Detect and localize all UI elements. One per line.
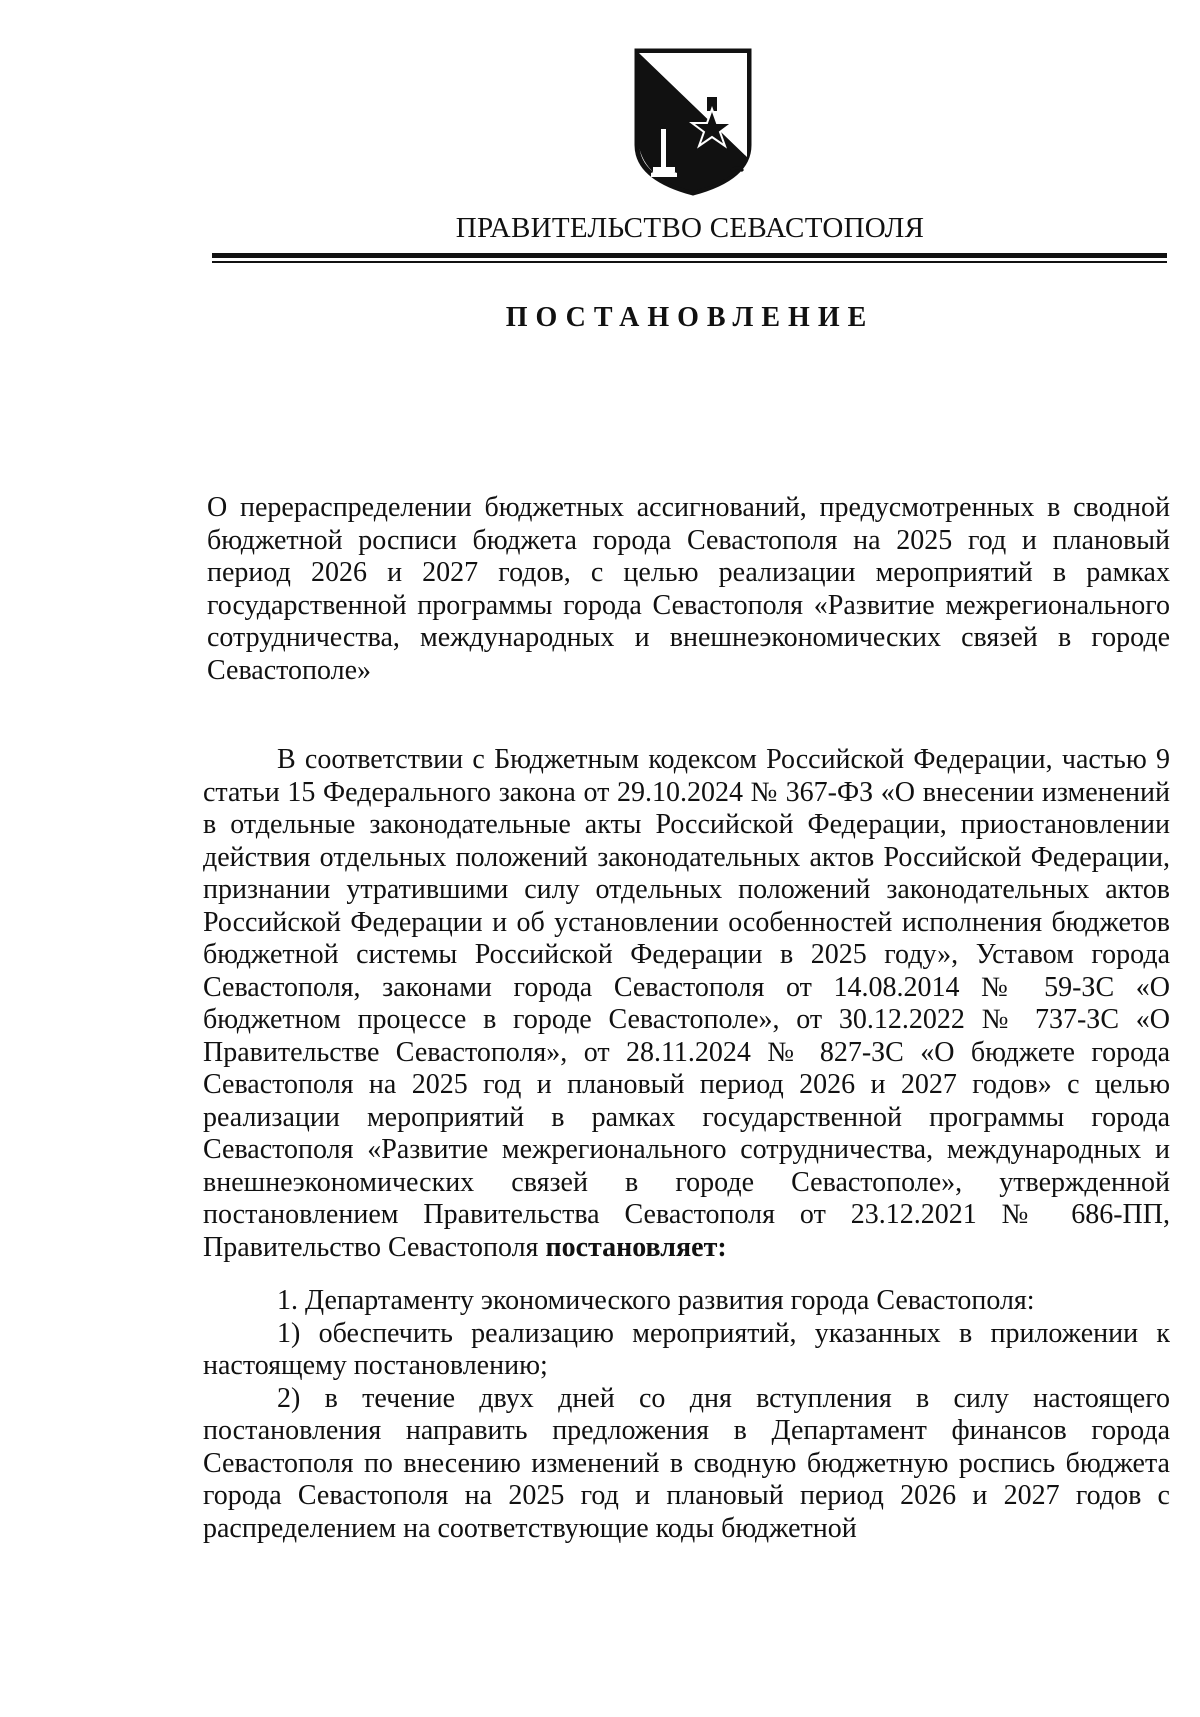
document-body <box>203 744 1170 1545</box>
header-divider-thin <box>212 261 1167 263</box>
preamble-text: В соответствии с Бюджетным кодексом Российской Федерации, частью 9 статьи 15 Федерального закона от 29.10.2024 № 367-ФЗ «О внесении изменений в отдельные законодательные акты Российской Федерации, приостановлении действия отдельных положений законодательных актов Российской Федерации, признании утратившими силу отдельных положений законодательных актов Российской Федерации и об установлении особенностей исполнения бюджетов бюджетной системы Российской Федерации в 2025 году», Уставом города Севастополя, законами города Севастополя от 14.08.2014 № 59-ЗС «О бюджетном процессе в городе Севастополе», от 30.12.2022 № 737-ЗС «О Правительстве Севастополя», от 28.11.2024 № 827-ЗС «О бюджете города Севастополя на 2025 год и плановый период 2026 и 2027 годов» с целью реализации мероприятий в рамках государственной программы города Севастополя «Развитие межрегионального сотрудничества, международных и внешнеэкономических связей в городе Севастополе», утвержденной постановлением Правительства Севастополя от 23.12.2021 № 686-ПП, Правительство Севастополя <box>203 744 1170 1263</box>
header-divider-thick <box>212 253 1167 258</box>
document-type-title: ПОСТАНОВЛЕНИЕ <box>505 302 875 333</box>
government-name: ПРАВИТЕЛЬСТВО СЕВАСТОПОЛЯ <box>455 212 925 244</box>
item-1-sub-2: 2) в течение двух дней со дня вступления в силу настоящего постановления направить предложения в Департамент финансов города Севастополя по внесению изменений в сводную бюджетную роспись бюджета города Севастополя на 2025 год и плановый период 2026 и 2027 годов с распределением на соответствующие коды бюджетной <box>203 1382 1170 1544</box>
coat-of-arms-icon <box>631 45 755 197</box>
document-subject: О перераспределении бюджетных ассигнований, предусмотренных в сводной бюджетной росписи бюджета города Севастополя на 2025 год и плановый период 2026 и 2027 годов, с целью реализации мероприятий в рамках государственной программы города Севастополя «Развитие межрегионального сотрудничества, международных и внешнеэкономических связей в городе Севастополе» <box>207 492 1170 686</box>
preamble-resolves: постановляет: <box>545 1231 727 1263</box>
preamble-paragraph <box>203 744 1170 1264</box>
item-1-sub-1: 1) обеспечить реализацию мероприятий, указанных в приложении к настоящему постановлению; <box>203 1317 1170 1381</box>
item-1: 1. Департаменту экономического развития города Севастополя: <box>277 1285 1035 1316</box>
